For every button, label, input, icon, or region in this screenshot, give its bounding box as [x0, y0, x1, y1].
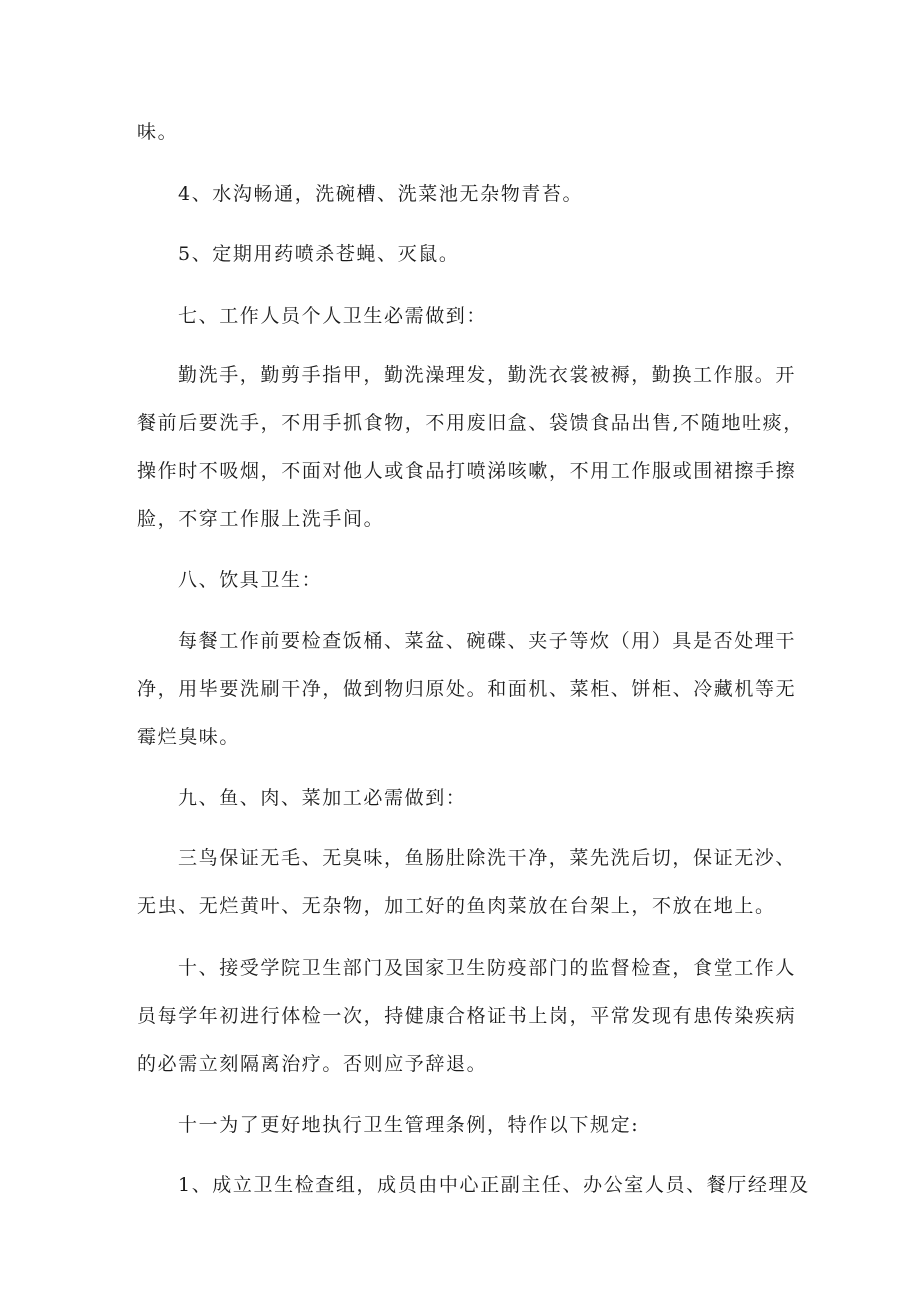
text-line: 勤洗手，勤剪手指甲，勤洗澡理发，勤洗衣裳被褥，勤换工作服。开 — [178, 364, 797, 386]
text-line: 餐前后要洗手，不用手抓食物，不用废旧盒、袋馈食品出售,不随地吐痰， — [137, 412, 804, 434]
text-line: 脸，不穿工作服上洗手间。 — [137, 508, 385, 530]
section-heading-11: 十一为了更好地执行卫生管理条例，特作以下规定: — [178, 1114, 640, 1136]
list-item-4: 4、水沟畅通，洗碗槽、洗菜池无杂物青苔。 — [178, 183, 584, 205]
list-item-5: 5、定期用药喷杀苍蝇、灭鼠。 — [178, 243, 460, 265]
text-line: 操作时不吸烟，不面对他人或食品打喷涕咳嗽，不用工作服或围裙擦手擦 — [137, 460, 797, 482]
section-heading-8: 八、饮具卫生： — [178, 569, 323, 591]
text-line: 每餐工作前要检查饭桶、菜盆、碗碟、夹子等炊（用）具是否处理干 — [178, 630, 797, 652]
section-heading-7: 七、工作人员个人卫生必需做到： — [178, 305, 488, 327]
text-line: 味。 — [137, 121, 179, 143]
section-heading-9: 九、鱼、肉、菜加工必需做到： — [178, 787, 467, 809]
text-line: 的必需立刻隔离治疗。否则应予辞退。 — [137, 1053, 488, 1075]
text-line: 净，用毕要洗刷干净，做到物归原处。和面机、菜柜、饼柜、冷藏机等无 — [137, 678, 797, 700]
text-line: 霉烂臭味。 — [137, 726, 241, 748]
section-heading-10: 十、接受学院卫生部门及国家卫生防疫部门的监督检查，食堂工作人 — [178, 957, 797, 979]
text-line: 三鸟保证无毛、无臭味，鱼肠肚除洗干净，菜先洗后切，保证无沙、 — [178, 847, 797, 869]
text-line: 员每学年初进行体检一次，持健康合格证书上岗，平常发现有患传染疾病 — [137, 1005, 797, 1027]
text-line: 无虫、无烂黄叶、无杂物，加工好的鱼肉菜放在台架上，不放在地上。 — [137, 895, 776, 917]
list-item-1: 1、成立卫生检查组，成员由中心正副主任、办公室人员、餐厅经理及 — [178, 1174, 810, 1196]
